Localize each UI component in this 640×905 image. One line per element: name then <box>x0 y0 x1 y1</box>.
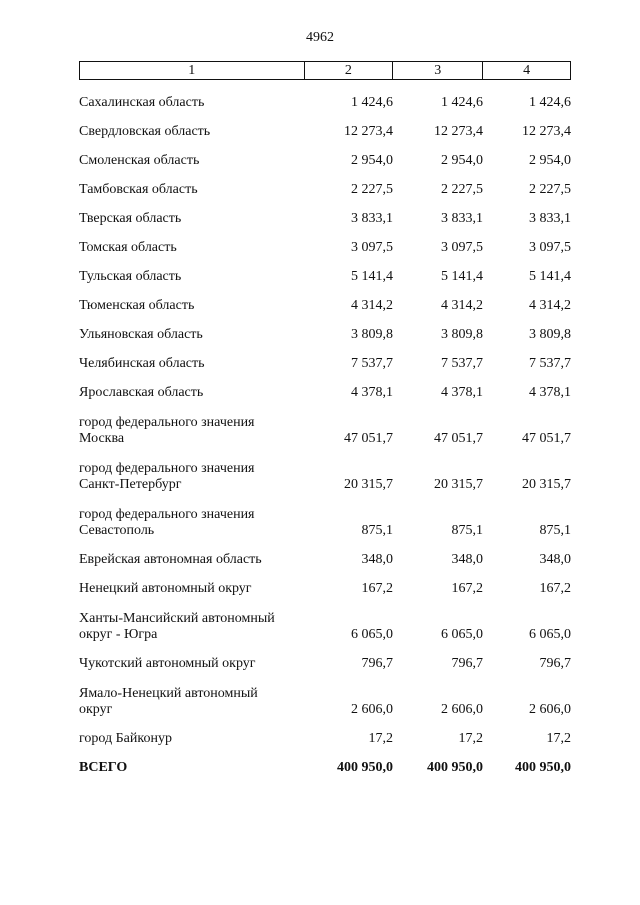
region-name-line1: Ненецкий автономный округ <box>79 581 252 596</box>
region-name <box>79 643 304 672</box>
table-row <box>79 401 571 447</box>
value-col-3: 7 537,7 <box>441 356 483 371</box>
value-col-3: 20 315,7 <box>434 477 483 492</box>
table-row <box>79 372 571 401</box>
value-col-2: 1 424,6 <box>351 95 393 110</box>
total-label: ВСЕГО <box>79 760 128 775</box>
value-col-2: 2 606,0 <box>351 702 393 717</box>
region-name-line1: Тверская область <box>79 211 182 226</box>
value-col-4: 1 424,6 <box>529 95 571 110</box>
value-col-4: 3 809,8 <box>529 327 571 342</box>
value-col-2: 47 051,7 <box>344 431 393 446</box>
total-value-col-3: 400 950,0 <box>427 760 483 775</box>
table-row <box>79 447 571 493</box>
value-col-3: 2 606,0 <box>441 702 483 717</box>
value-col-4: 348,0 <box>539 552 571 567</box>
value-col-2: 875,1 <box>361 523 393 538</box>
value-col-3: 2 227,5 <box>441 182 483 197</box>
value-col-4: 4 378,1 <box>529 385 571 400</box>
region-name-line1: Тульская область <box>79 269 182 284</box>
table-row <box>79 718 571 747</box>
data-table <box>79 82 571 776</box>
table-row <box>79 140 571 169</box>
region-name <box>79 401 304 447</box>
total-value-col-4: 400 950,0 <box>515 760 571 775</box>
region-name-line1: Челябинская область <box>79 356 205 371</box>
total-row <box>79 747 571 776</box>
region-name-line2: Севастополь <box>79 523 155 538</box>
value-col-4: 6 065,0 <box>529 627 571 642</box>
value-col-2: 17,2 <box>368 731 393 746</box>
region-name-line1: город федерального значения <box>79 461 255 476</box>
value-col-2: 3 097,5 <box>351 240 393 255</box>
column-header-table <box>79 61 571 80</box>
region-name-line1: Ханты-Мансийский автономный <box>79 611 275 626</box>
page-number: 4962 <box>306 30 334 45</box>
value-col-4: 4 314,2 <box>529 298 571 313</box>
table-row <box>79 672 571 718</box>
value-col-2: 2 227,5 <box>351 182 393 197</box>
region-name <box>79 285 304 314</box>
region-name-line1: Смоленская область <box>79 153 200 168</box>
region-name-line1: Тюменская область <box>79 298 195 313</box>
value-col-2: 5 141,4 <box>351 269 393 284</box>
value-col-4: 7 537,7 <box>529 356 571 371</box>
value-col-3: 796,7 <box>451 656 483 671</box>
value-col-3: 6 065,0 <box>441 627 483 642</box>
region-name <box>79 343 304 372</box>
region-name-line1: Ямало-Ненецкий автономный <box>79 686 258 701</box>
value-col-4: 5 141,4 <box>529 269 571 284</box>
table-row <box>79 169 571 198</box>
region-name-line1: Тамбовская область <box>79 182 198 197</box>
value-col-4: 47 051,7 <box>522 431 571 446</box>
region-name-line1: Ярославская область <box>79 385 204 400</box>
region-name-line2: округ <box>79 702 113 717</box>
column-header-3: 3 <box>393 62 483 80</box>
value-col-3: 17,2 <box>458 731 483 746</box>
value-col-4: 796,7 <box>539 656 571 671</box>
table-row <box>79 314 571 343</box>
value-col-4: 3 097,5 <box>529 240 571 255</box>
value-col-4: 17,2 <box>546 731 571 746</box>
table-row <box>79 198 571 227</box>
table-row <box>79 285 571 314</box>
value-col-3: 3 097,5 <box>441 240 483 255</box>
region-name <box>79 198 304 227</box>
value-col-2: 4 378,1 <box>351 385 393 400</box>
region-name <box>79 169 304 198</box>
region-name <box>79 140 304 169</box>
region-name-line1: город федерального значения <box>79 415 255 430</box>
value-col-4: 875,1 <box>539 523 571 538</box>
region-name <box>79 111 304 140</box>
value-col-3: 167,2 <box>451 581 483 596</box>
region-name-line1: город Байконур <box>79 731 172 746</box>
value-col-3: 3 833,1 <box>441 211 483 226</box>
value-col-2: 12 273,4 <box>344 124 393 139</box>
table-row <box>79 539 571 568</box>
region-name <box>79 227 304 256</box>
region-name <box>79 672 304 718</box>
table-row <box>79 111 571 140</box>
value-col-3: 12 273,4 <box>434 124 483 139</box>
region-name <box>79 539 304 568</box>
value-col-3: 5 141,4 <box>441 269 483 284</box>
region-name <box>79 597 304 643</box>
value-col-4: 3 833,1 <box>529 211 571 226</box>
value-col-4: 2 954,0 <box>529 153 571 168</box>
value-col-2: 3 833,1 <box>351 211 393 226</box>
value-col-4: 20 315,7 <box>522 477 571 492</box>
value-col-2: 796,7 <box>361 656 393 671</box>
table-row <box>79 256 571 285</box>
region-name <box>79 82 304 111</box>
value-col-2: 2 954,0 <box>351 153 393 168</box>
column-header-2: 2 <box>304 62 393 80</box>
value-col-4: 12 273,4 <box>522 124 571 139</box>
column-header-1: 1 <box>80 62 305 80</box>
region-name-line1: город федерального значения <box>79 507 255 522</box>
region-name-line1: Сахалинская область <box>79 95 205 110</box>
table-row <box>79 493 571 539</box>
value-col-2: 348,0 <box>361 552 393 567</box>
region-name-line1: Чукотский автономный округ <box>79 656 256 671</box>
value-col-2: 167,2 <box>361 581 393 596</box>
region-name <box>79 314 304 343</box>
value-col-2: 7 537,7 <box>351 356 393 371</box>
table-row <box>79 643 571 672</box>
region-name-line1: Ульяновская область <box>79 327 203 342</box>
value-col-2: 4 314,2 <box>351 298 393 313</box>
region-name-line1: Свердловская область <box>79 124 211 139</box>
value-col-2: 6 065,0 <box>351 627 393 642</box>
value-col-4: 2 227,5 <box>529 182 571 197</box>
value-col-4: 2 606,0 <box>529 702 571 717</box>
region-name <box>79 718 304 747</box>
region-name <box>79 493 304 539</box>
value-col-3: 348,0 <box>451 552 483 567</box>
region-name-line2: округ - Югра <box>79 627 158 642</box>
region-name <box>79 568 304 597</box>
table-row <box>79 227 571 256</box>
value-col-2: 3 809,8 <box>351 327 393 342</box>
table-row <box>79 82 571 111</box>
value-col-3: 4 378,1 <box>441 385 483 400</box>
region-name-line1: Томская область <box>79 240 177 255</box>
table-row <box>79 597 571 643</box>
total-value-col-2: 400 950,0 <box>337 760 393 775</box>
region-name <box>79 447 304 493</box>
value-col-3: 875,1 <box>451 523 483 538</box>
column-header-4: 4 <box>483 62 571 80</box>
table-row <box>79 343 571 372</box>
value-col-3: 47 051,7 <box>434 431 483 446</box>
value-col-3: 3 809,8 <box>441 327 483 342</box>
region-name-line2: Москва <box>79 431 125 446</box>
region-name <box>79 372 304 401</box>
region-name <box>79 256 304 285</box>
region-name-line2: Санкт-Петербург <box>79 477 182 492</box>
value-col-2: 20 315,7 <box>344 477 393 492</box>
value-col-3: 4 314,2 <box>441 298 483 313</box>
value-col-3: 1 424,6 <box>441 95 483 110</box>
value-col-4: 167,2 <box>539 581 571 596</box>
table-row <box>79 568 571 597</box>
region-name-line1: Еврейская автономная область <box>79 552 262 567</box>
value-col-3: 2 954,0 <box>441 153 483 168</box>
